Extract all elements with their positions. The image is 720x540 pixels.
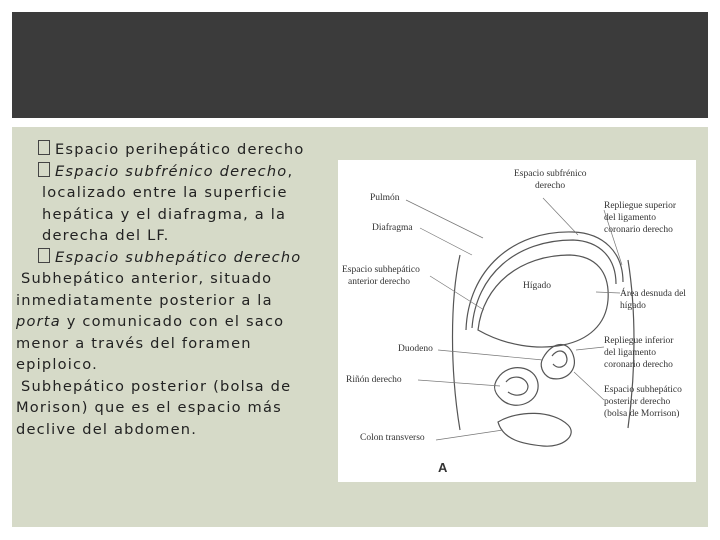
label-repl-sup-1: Repliegue superior [604,201,677,211]
label-colon: Colon transverso [360,433,425,443]
leader-line-pulmon [406,200,483,238]
label-subhep-ant-1: Espacio subhepático [342,265,420,275]
duodenum-loop [541,345,574,379]
header-band [12,12,708,118]
label-subfren-2: derecho [535,181,566,191]
text-line: Subhepático anterior, situado [21,270,273,287]
label-repl-inf-2: del ligamento [604,348,656,358]
anatomy-figure [338,160,696,482]
label-area-1: Área desnuda del [620,289,686,299]
label-subhep-ant-2: anterior derecho [348,277,410,287]
bullet-box-icon [38,140,50,155]
text-line: localizado entre la superficie [42,184,288,201]
text-line: porta y comunicado con el saco [16,313,285,330]
label-subfren-1: Espacio subfrénico [514,169,587,179]
label-diafragma: Diafragma [372,223,413,233]
leader-line-subhep-ant [430,276,484,310]
text-line: inmediatamente posterior a la [16,291,273,309]
label-higado: Hígado [523,281,551,291]
label-duodeno: Duodeno [398,344,433,354]
content-panel [12,127,708,527]
label-panel-letter: A [438,460,448,475]
text-block [16,139,322,440]
leader-line-area [596,292,620,293]
bullet-item-subhepatic: Espacio subhepático derecho [16,247,322,269]
text-line: epiploico. [16,356,98,373]
leader-line-rinon [418,380,500,386]
kidney-outline [495,368,539,406]
leader-line-colon [436,430,503,440]
leader-line-subfren [543,198,578,235]
colon-loop [498,413,571,446]
body-wall-left [453,255,461,430]
text-line: declive del abdomen. [16,420,198,438]
leader-line-diafragma [420,228,472,255]
leader-line-duodeno [438,350,543,360]
label-subhep-post-2: posterior derecho [604,397,671,407]
anatomy-diagram [338,160,696,482]
bullet-box-icon [38,248,50,263]
label-repl-inf-3: coronario derecho [604,360,673,370]
label-subhep-post-3: (bolsa de Morrison) [604,409,680,419]
bullet-item-subphrenic: Espacio subfrénico derecho, [16,161,322,183]
leader-line-subhep-post [574,372,604,400]
label-repl-sup-3: coronario derecho [604,225,673,235]
duodenum-inner [552,351,567,367]
label-repl-sup-2: del ligamento [604,213,656,223]
label-area-2: hígado [620,301,646,311]
text-line: Subhepático posterior (bolsa de [21,377,292,395]
text-line: Morison) que es el espacio más [16,399,282,416]
text-line: derecha del LF. [42,227,170,244]
text-line: menor a través del foramen [16,334,252,352]
text-line: hepática y el diafragma, a la [42,205,287,223]
label-subhep-post-1: Espacio subhepático [604,385,682,395]
label-pulmon: Pulmón [370,193,400,203]
label-rinon: Riñón derecho [346,375,402,385]
label-repl-inf-1: Repliegue inferior [604,336,674,346]
leader-line-repl-inf [576,347,604,350]
bullet-item-perihepatic: Espacio perihepático derecho [16,139,322,161]
kidney-inner [506,377,528,395]
bullet-box-icon [38,162,50,177]
